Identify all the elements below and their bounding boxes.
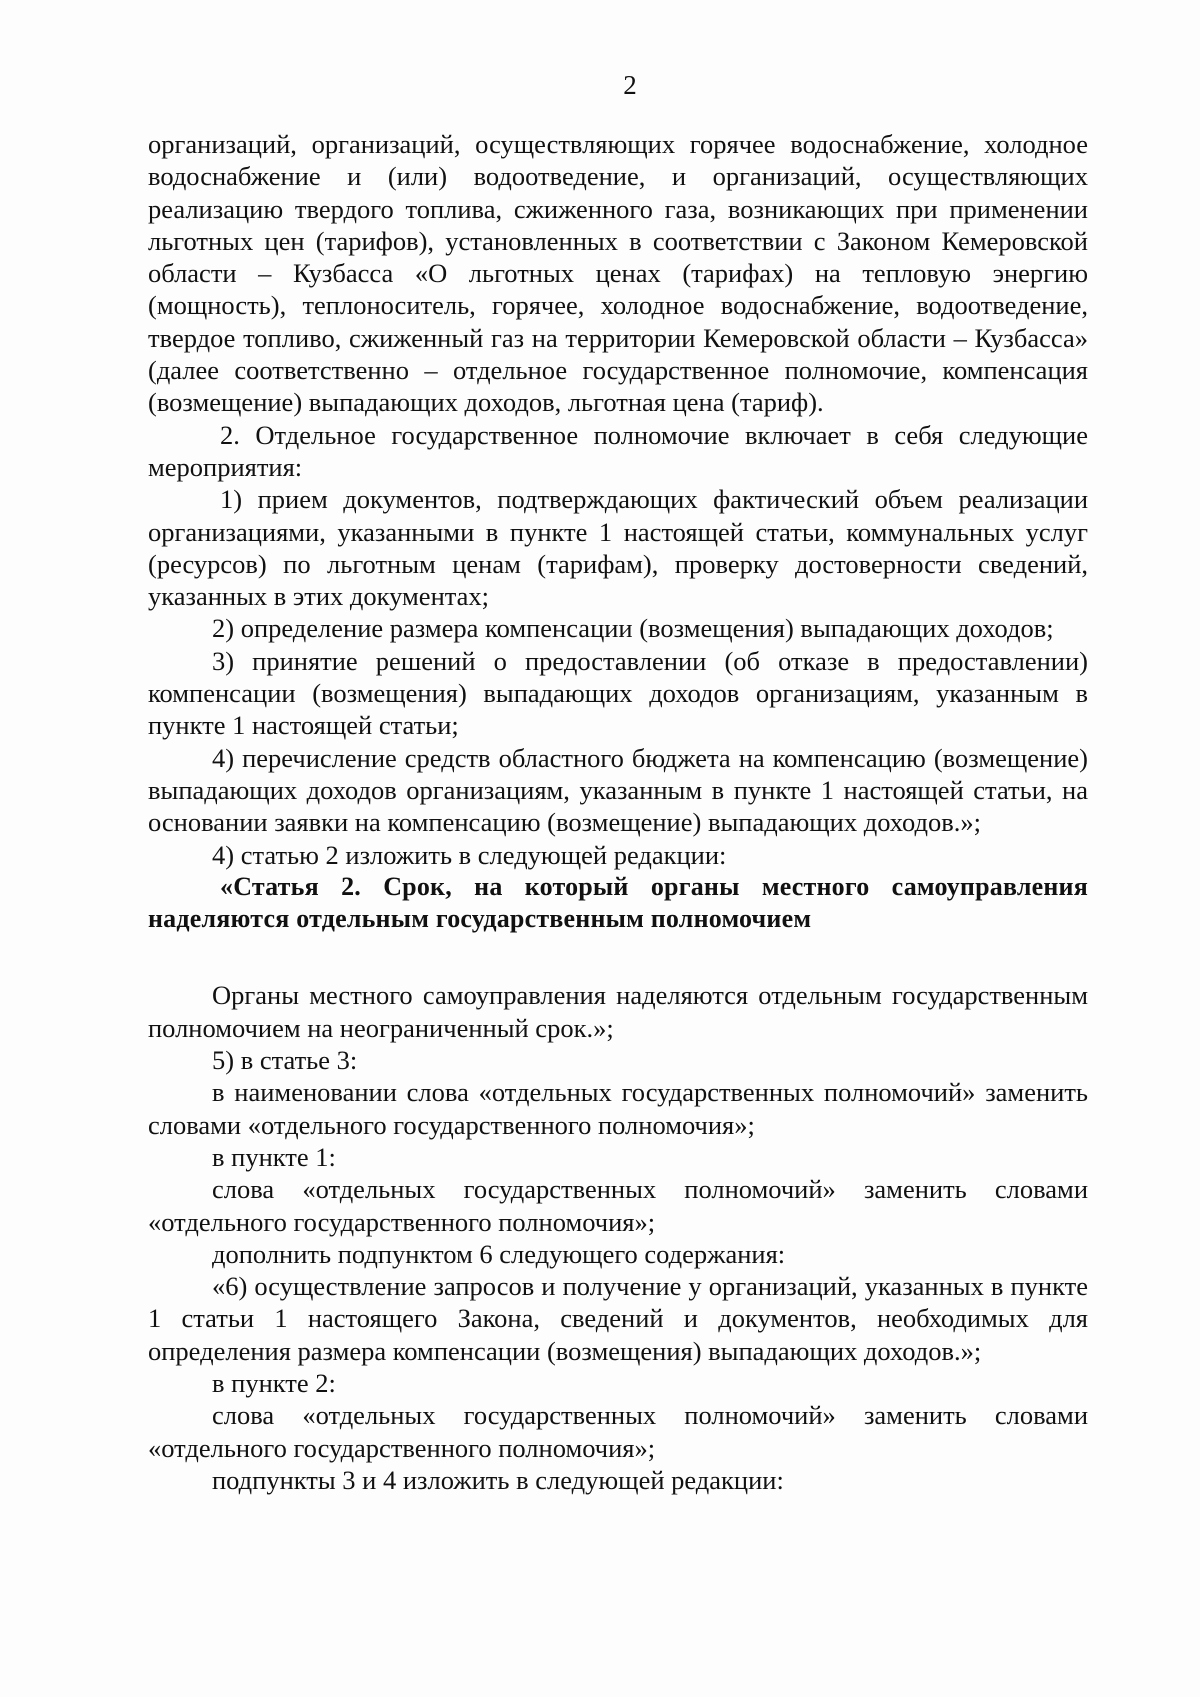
- spacer: [148, 935, 1088, 979]
- document-body: [148, 128, 1088, 1496]
- paragraph-subitem-4: 4) перечисление средств областного бюджета на компенсацию (возмещение) выпадающих доходов организациям, указанным в пункте 1 настоящей статьи, на основании заявки на компенсацию (возмещение) выпадающих доходов.»;: [148, 742, 1088, 838]
- paragraph-subpoints-3-4: подпункты 3 и 4 изложить в следующей редакции:: [212, 1464, 784, 1495]
- paragraph-word-replacement: слова «отдельных государственных полномочий» заменить словами «отдельного государственного полномочия»;: [148, 1174, 1088, 1237]
- paragraph-add-subpoint: дополнить подпунктом 6 следующего содержания:: [212, 1238, 786, 1269]
- paragraph-subitem-1: 1) прием документов, подтверждающих фактический объем реализации организациями, указанными в пункте 1 настоящей статьи, коммунальных услуг (ресурсов) по льготным ценам (тарифам), проверку достоверности сведений, указанных в этих документах;: [148, 484, 1088, 612]
- paragraph-title-change: в наименовании слова «отдельных государственных полномочий» заменить словами «отдельного государственного полномочия»;: [148, 1077, 1088, 1140]
- paragraph-point-2: в пункте 2:: [212, 1367, 336, 1398]
- paragraph-point-1: в пункте 1:: [212, 1141, 336, 1172]
- paragraph-amendment-4: 4) статью 2 изложить в следующей редакции:: [212, 839, 727, 870]
- page-number: 2: [623, 70, 637, 100]
- paragraph-item-2: 2. Отдельное государственное полномочие включает в себя следующие мероприятия:: [148, 419, 1088, 482]
- paragraph-subitem-2: 2) определение размера компенсации (возмещения) выпадающих доходов;: [212, 613, 1054, 644]
- paragraph-amendment-5: 5) в статье 3:: [212, 1045, 358, 1076]
- paragraph-word-replacement-2: слова «отдельных государственных полномочий» заменить словами «отдельного государственного полномочия»;: [148, 1400, 1088, 1463]
- paragraph-article-2-text: Органы местного самоуправления наделяются отдельным государственным полномочием на неограниченный срок.»;: [148, 980, 1088, 1043]
- paragraph-subitem-3: 3) принятие решений о предоставлении (об отказе в предоставлении) компенсации (возмещения) выпадающих доходов организациям, указанным в пункте 1 настоящей статьи;: [148, 645, 1088, 741]
- paragraph-subpoint-6: «6) осуществление запросов и получение у организаций, указанных в пункте 1 статьи 1 настоящего Закона, сведений и документов, необходимых для определения размера компенсации (возмещения) выпадающих доходов.»;: [148, 1271, 1088, 1366]
- paragraph-continuation: организаций, организаций, осуществляющих горячее водоснабжение, холодное водоснабжение и (или) водоотведение, и организаций, осуществляющих реализацию твердого топлива, сжиженного газа, возникающих при применении льготных цен (тарифов), установленных в соответствии с Законом Кемеровской области – Кузбасса «О льготных ценах (тарифах) на тепловую энергию (мощность), теплоноситель, горячее, холодное водоснабжение, водоотведение, твердое топливо, сжиженный газ на территории Кемеровской области – Кузбасса» (далее соответственно – отдельное государственное полномочие, компенсация (возмещение) выпадающих доходов, льготная цена (тариф).: [148, 129, 1088, 418]
- article-heading: «Статья 2. Срок, на который органы местного самоуправления наделяются отдельным государственным полномочием: [148, 871, 1088, 934]
